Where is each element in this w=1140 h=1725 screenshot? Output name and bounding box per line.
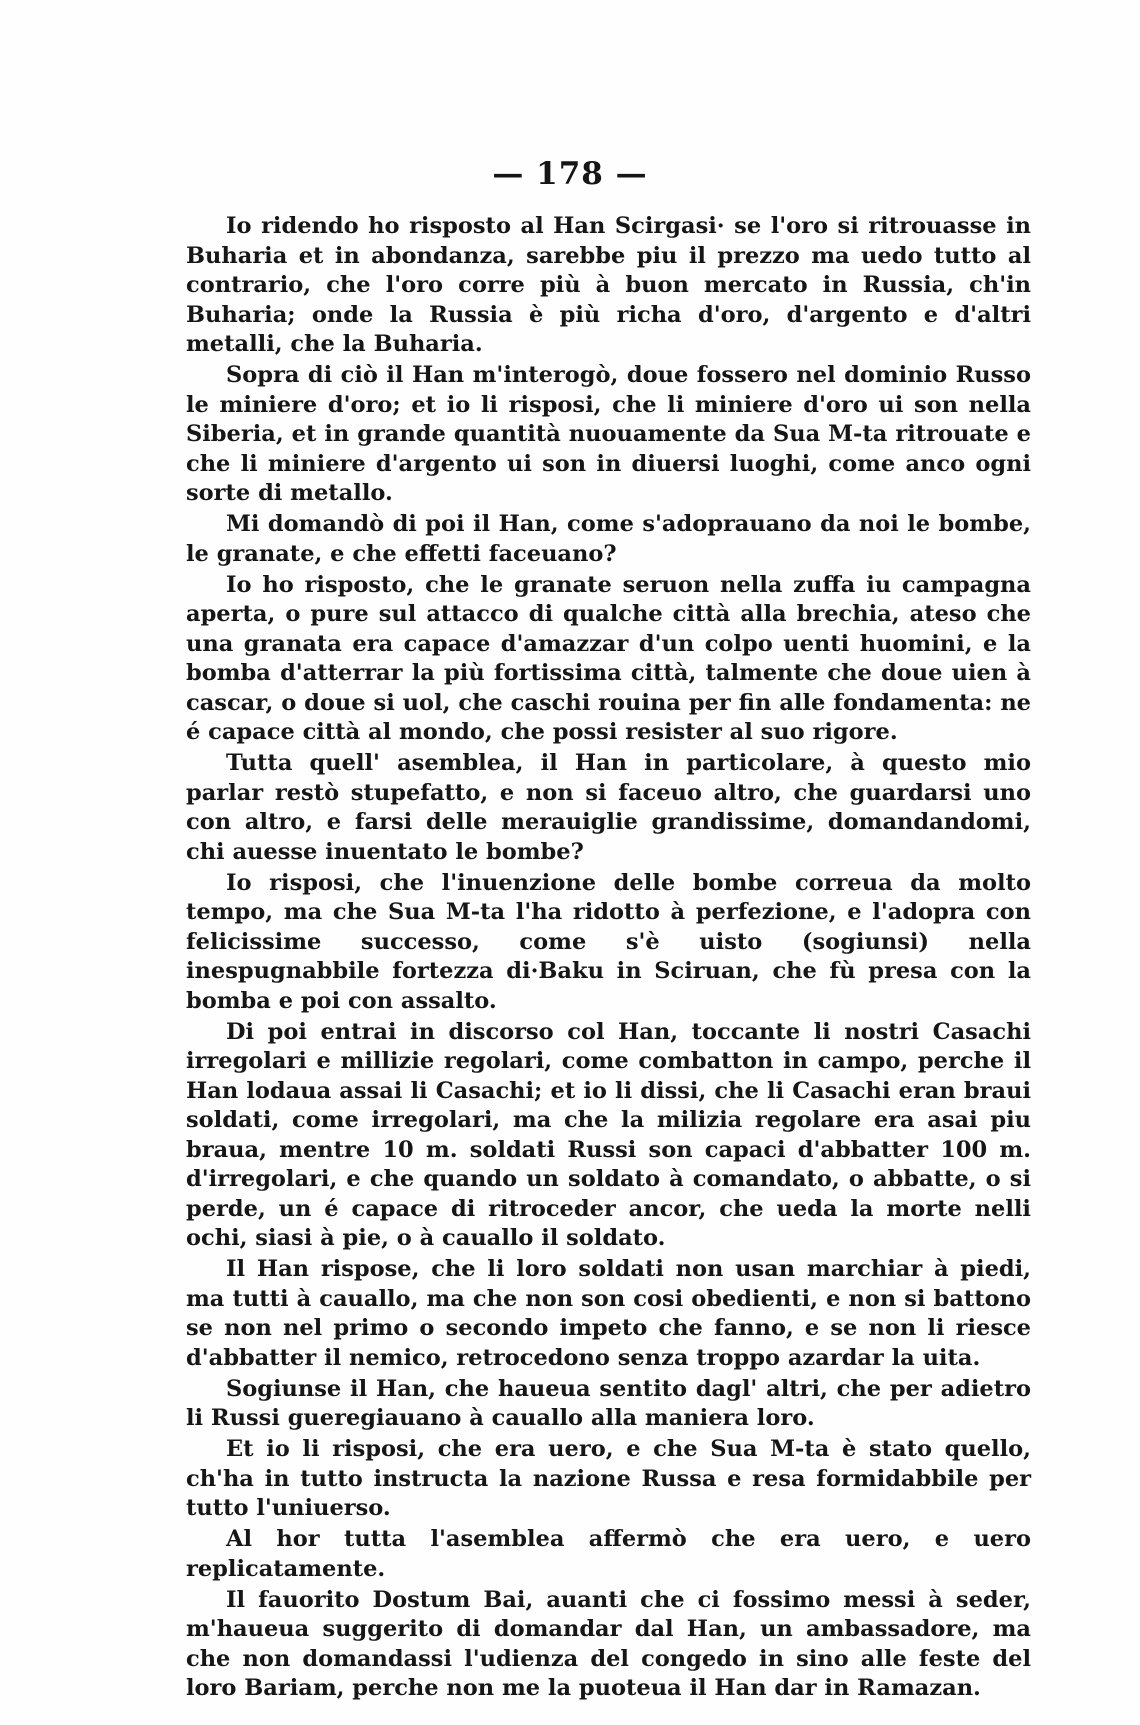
paragraph: Mi domandò di poi il Han, come s'adoprauano da noi le bombe, le granate, e che effetti faceuano?	[186, 511, 1031, 567]
body-text	[186, 212, 1031, 1705]
paragraph: Sopra di ciò il Han m'interogò, doue fossero nel dominio Russo le miniere d'oro; et io li risposi, che li miniere d'oro ui son nella Siberia, et in grande quantità nuouamente da Sua M-ta ritrouate e che li miniere d'argento ui son in diuersi luoghi, come anco ogni sorte di metallo.	[186, 362, 1031, 506]
paragraph: Io ridendo ho risposto al Han Scirgasi· se l'oro si ritrouasse in Buharia et in abondanza, sarebbe piu il prezzo ma uedo tutto al contrario, che l'oro corre più à buon mercato in Russia, ch'in Buharia; onde la Russia è più richa d'oro, d'argento e d'altri metalli, che la Buharia.	[186, 213, 1031, 357]
paragraph: Sogiunse il Han, che haueua sentito dagl' altri, che per adietro li Russi gueregiauano à cauallo alla maniera loro.	[186, 1375, 1031, 1431]
paragraph: Io risposi, che l'inuenzione delle bombe correua da molto tempo, ma che Sua M-ta l'ha ridotto à perfezione, e l'adopra con felicissime successo, come s'è uisto (sogiunsi) nella inespugnabbile fortezza di·Baku in Sciruan, che fù presa con la bomba e poi con assalto.	[186, 869, 1031, 1014]
page-number: — 178 —	[492, 156, 648, 192]
paragraph: Di poi entrai in discorso col Han, toccante li nostri Casachi irregolari e millizie regolari, come combatton in campo, perche il Han lodaua assai li Casachi; et io li dissi, che li Casachi eran braui soldati, come irregolari, ma che la milizia regolare era asai piu braua, mentre 10 m. soldati Russi son capaci d'abbatter 100 m. d'irregolari, e che quando un soldato à comandato, o abbatte, o si perde, un é capace di ritroceder ancor, che ueda la morte nelli ochi, siasi à pie, o à cauallo il soldato.	[186, 1018, 1031, 1251]
paragraph: Il Han rispose, che li loro soldati non usan marchiar à piedi, ma tutti à cauallo, ma che non son cosi obedienti, e non si battono se non nel primo o secondo impeto che fanno, e se non li riesce d'abbatter il nemico, retrocedono senza troppo azardar la uita.	[186, 1256, 1031, 1371]
paragraph: Io ho risposto, che le granate seruon nella zuffa iu campagna aperta, o pure sul attacco di qualche città alla brechia, ateso che una granata era capace d'amazzar d'un colpo uenti huomini, e la bomba d'atterrar la più fortissima città, talmente che doue uien à cascar, o doue si uol, che caschi rouina per fin alle fondamenta: ne é capace città al mondo, che possi resister al suo rigore.	[186, 571, 1031, 745]
paragraph: Il fauorito Dostum Bai, auanti che ci fossimo messi à seder, m'haueua suggerito di domandar dal Han, un ambassadore, ma che non domandassi l'udienza del congedo in sino alle feste del loro Bariam, perche non me la puoteua il Han dar in Ramazan.	[186, 1586, 1031, 1701]
paragraph: Tutta quell' asemblea, il Han in particolare, à questo mio parlar restò stupefatto, e non si faceuo altro, che guardarsi uno con altro, e farsi delle merauiglie grandissime, domandandomi, chi auesse inuentato le bombe?	[186, 750, 1031, 865]
paragraph: Al hor tutta l'asemblea affermò che era uero, e uero replicatamente.	[186, 1526, 1031, 1582]
paragraph: Et io li risposi, che era uero, e che Sua M-ta è stato quello, ch'ha in tutto instructa la nazione Russa e resa formidabbile per tutto l'uniuerso.	[186, 1436, 1031, 1521]
